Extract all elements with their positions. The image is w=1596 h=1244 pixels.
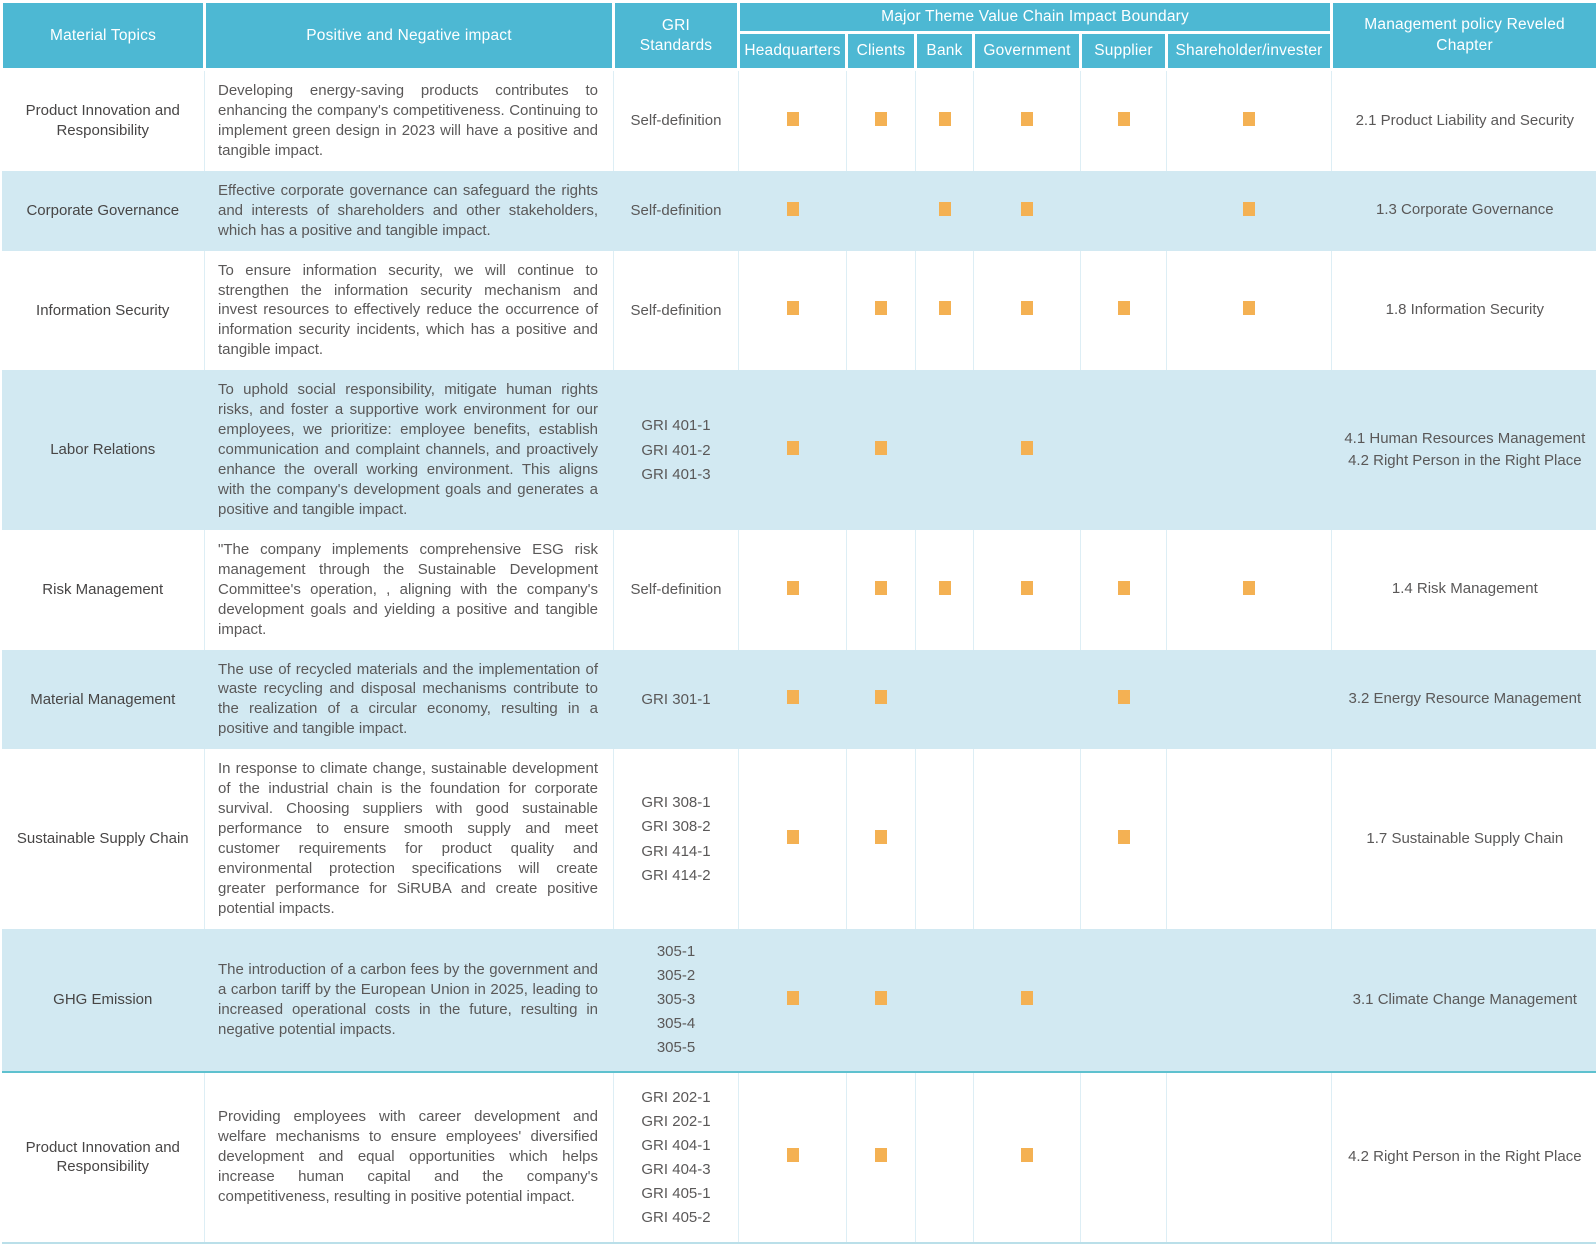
boundary-cell-clients xyxy=(847,530,916,650)
boundary-marker-icon xyxy=(787,202,799,216)
gri-standard-label: GRI 414-2 xyxy=(618,866,734,885)
boundary-marker-icon xyxy=(875,301,887,315)
boundary-cell-headquarters xyxy=(739,171,847,251)
boundary-cell-supplier xyxy=(1081,251,1167,371)
boundary-cell-shareholder-invester xyxy=(1167,70,1332,171)
boundary-cell-supplier xyxy=(1081,650,1167,750)
chapter-reference: 4.1 Human Resources Management xyxy=(1342,428,1588,451)
topic-cell: Information Security xyxy=(2,251,205,371)
gri-standard-label: Self-definition xyxy=(618,580,734,599)
boundary-cell-shareholder-invester xyxy=(1167,251,1332,371)
boundary-cell-clients xyxy=(847,251,916,371)
boundary-marker-icon xyxy=(875,441,887,455)
impact-cell xyxy=(205,929,614,1072)
chapter-cell xyxy=(1332,929,1596,1072)
boundary-marker-icon xyxy=(1021,991,1033,1005)
boundary-marker-icon xyxy=(1021,202,1033,216)
column-header-material-topics: Material Topics xyxy=(2,2,205,70)
gri-standard-label: 305-2 xyxy=(618,966,734,985)
column-header-management-policy-label: Management policy Reveled Chapter xyxy=(1350,15,1580,57)
boundary-marker-icon xyxy=(787,991,799,1005)
boundary-marker-icon xyxy=(1243,581,1255,595)
column-header-government: Government xyxy=(974,33,1081,70)
boundary-cell-clients xyxy=(847,749,916,929)
chapter-cell xyxy=(1332,70,1596,171)
table-row xyxy=(2,70,1596,171)
gri-standards-cell xyxy=(614,251,739,371)
boundary-marker-icon xyxy=(875,690,887,704)
boundary-cell-headquarters xyxy=(739,1072,847,1243)
impact-cell xyxy=(205,70,614,171)
boundary-cell-bank xyxy=(916,171,974,251)
boundary-cell-government xyxy=(974,929,1081,1072)
table-row xyxy=(2,251,1596,371)
gri-standard-label: GRI 308-1 xyxy=(618,793,734,812)
column-header-shareholder-invester: Shareholder/invester xyxy=(1167,33,1332,70)
gri-standards-cell xyxy=(614,370,739,530)
gri-standard-label: GRI 401-3 xyxy=(618,465,734,484)
table-row xyxy=(2,370,1596,530)
boundary-marker-icon xyxy=(787,1148,799,1162)
boundary-marker-icon xyxy=(1021,441,1033,455)
chapter-reference: 2.1 Product Liability and Security xyxy=(1342,110,1588,133)
column-header-headquarters: Headquarters xyxy=(739,33,847,70)
boundary-marker-icon xyxy=(875,581,887,595)
impact-cell xyxy=(205,650,614,750)
gri-standards-cell xyxy=(614,171,739,251)
impact-text: To ensure information security, we will continue to strengthen the information security mechanism and invest resources to effectively reduce the occurrence of information security incidents, which has a positive and tangible impact. xyxy=(218,261,598,361)
chapter-cell xyxy=(1332,530,1596,650)
chapter-cell xyxy=(1332,370,1596,530)
boundary-cell-government xyxy=(974,650,1081,750)
boundary-marker-icon xyxy=(1118,581,1130,595)
impact-text: "The company implements comprehensive ESG risk management through the Sustainable Development Committee's operation, , aligning with the company's development goals and yielding a positive and tangible impact. xyxy=(218,540,598,640)
boundary-marker-icon xyxy=(787,830,799,844)
topic-cell: Risk Management xyxy=(2,530,205,650)
boundary-marker-icon xyxy=(939,202,951,216)
boundary-cell-supplier xyxy=(1081,70,1167,171)
gri-standards-cell xyxy=(614,1072,739,1243)
gri-standards-cell xyxy=(614,70,739,171)
column-header-gri-standards xyxy=(614,2,739,70)
boundary-cell-bank xyxy=(916,929,974,1072)
boundary-marker-icon xyxy=(1243,202,1255,216)
boundary-marker-icon xyxy=(787,581,799,595)
topic-cell: Product Innovation and Responsibility xyxy=(2,70,205,171)
gri-standard-label: GRI 404-3 xyxy=(618,1160,734,1179)
chapter-reference: 4.2 Right Person in the Right Place xyxy=(1342,450,1588,473)
topic-cell: Product Innovation and Responsibility xyxy=(2,1072,205,1243)
boundary-marker-icon xyxy=(1118,690,1130,704)
boundary-cell-supplier xyxy=(1081,929,1167,1072)
boundary-marker-icon xyxy=(1118,301,1130,315)
table-row xyxy=(2,749,1596,929)
boundary-marker-icon xyxy=(1021,301,1033,315)
chapter-reference: 1.8 Information Security xyxy=(1342,299,1588,322)
gri-standards-cell xyxy=(614,650,739,750)
impact-text: Providing employees with career development and welfare mechanisms to ensure employees' diversified development and equal opportunities which helps increase human capital and the company's competitiveness, resulting in positive potential impact. xyxy=(218,1107,598,1207)
boundary-cell-clients xyxy=(847,1072,916,1243)
boundary-marker-icon xyxy=(875,112,887,126)
boundary-cell-government xyxy=(974,370,1081,530)
boundary-cell-supplier xyxy=(1081,530,1167,650)
gri-standard-label: GRI 404-1 xyxy=(618,1136,734,1155)
impact-text: The introduction of a carbon fees by the government and a carbon tariff by the European Union in 2025, leading to increased operational costs in the future, resulting in negative potential impacts. xyxy=(218,960,598,1040)
chapter-reference: 3.2 Energy Resource Management xyxy=(1342,688,1588,711)
column-header-clients: Clients xyxy=(847,33,916,70)
gri-standard-label: GRI 301-1 xyxy=(618,690,734,709)
chapter-cell xyxy=(1332,650,1596,750)
gri-standards-cell xyxy=(614,530,739,650)
boundary-cell-bank xyxy=(916,749,974,929)
gri-standards-cell xyxy=(614,929,739,1072)
boundary-cell-government xyxy=(974,749,1081,929)
gri-standard-label: GRI 202-1 xyxy=(618,1112,734,1131)
boundary-cell-bank xyxy=(916,650,974,750)
gri-standard-label: 305-5 xyxy=(618,1038,734,1057)
boundary-marker-icon xyxy=(875,991,887,1005)
boundary-marker-icon xyxy=(1021,1148,1033,1162)
table-row xyxy=(2,171,1596,251)
boundary-marker-icon xyxy=(1021,112,1033,126)
boundary-cell-supplier xyxy=(1081,370,1167,530)
boundary-cell-bank xyxy=(916,530,974,650)
boundary-cell-clients xyxy=(847,370,916,530)
column-header-gri-standards-label: GRI Standards xyxy=(633,16,719,55)
column-header-management-policy xyxy=(1332,2,1596,70)
chapter-reference: 3.1 Climate Change Management xyxy=(1342,989,1588,1012)
boundary-cell-government xyxy=(974,1072,1081,1243)
boundary-cell-clients xyxy=(847,929,916,1072)
gri-standard-label: GRI 308-2 xyxy=(618,817,734,836)
boundary-marker-icon xyxy=(1118,112,1130,126)
gri-standard-label: Self-definition xyxy=(618,201,734,220)
boundary-cell-government xyxy=(974,251,1081,371)
chapter-cell xyxy=(1332,749,1596,929)
boundary-cell-clients xyxy=(847,650,916,750)
impact-cell xyxy=(205,749,614,929)
gri-standard-label: Self-definition xyxy=(618,111,734,130)
topic-cell: Sustainable Supply Chain xyxy=(2,749,205,929)
boundary-cell-clients xyxy=(847,70,916,171)
gri-standard-label: GRI 401-2 xyxy=(618,441,734,460)
boundary-cell-government xyxy=(974,530,1081,650)
boundary-cell-clients xyxy=(847,171,916,251)
gri-standard-label: GRI 405-2 xyxy=(618,1208,734,1227)
gri-standard-label: GRI 202-1 xyxy=(618,1088,734,1107)
column-header-impact: Positive and Negative impact xyxy=(205,2,614,70)
boundary-cell-government xyxy=(974,70,1081,171)
impact-text: Developing energy-saving products contributes to enhancing the company's competitiveness. Continuing to implement green design in 2023 will have a positive and tangible impact. xyxy=(218,81,598,161)
gri-standard-label: GRI 401-1 xyxy=(618,416,734,435)
boundary-cell-bank xyxy=(916,370,974,530)
boundary-cell-bank xyxy=(916,70,974,171)
boundary-cell-headquarters xyxy=(739,530,847,650)
boundary-marker-icon xyxy=(939,301,951,315)
chapter-reference: 4.2 Right Person in the Right Place xyxy=(1342,1146,1588,1169)
boundary-cell-shareholder-invester xyxy=(1167,1072,1332,1243)
boundary-cell-supplier xyxy=(1081,1072,1167,1243)
gri-standard-label: 305-4 xyxy=(618,1014,734,1033)
chapter-cell xyxy=(1332,171,1596,251)
impact-cell xyxy=(205,171,614,251)
boundary-marker-icon xyxy=(787,690,799,704)
table-row xyxy=(2,929,1596,1072)
table-row xyxy=(2,1072,1596,1243)
table-body xyxy=(2,70,1596,1243)
boundary-cell-shareholder-invester xyxy=(1167,530,1332,650)
column-header-supplier: Supplier xyxy=(1081,33,1167,70)
chapter-cell xyxy=(1332,251,1596,371)
chapter-reference: 1.3 Corporate Governance xyxy=(1342,199,1588,222)
boundary-cell-supplier xyxy=(1081,749,1167,929)
table-header xyxy=(2,2,1596,70)
topic-cell: Material Management xyxy=(2,650,205,750)
topic-cell: Labor Relations xyxy=(2,370,205,530)
boundary-marker-icon xyxy=(787,441,799,455)
impact-cell xyxy=(205,530,614,650)
boundary-cell-shareholder-invester xyxy=(1167,929,1332,1072)
impact-cell xyxy=(205,251,614,371)
topic-cell: Corporate Governance xyxy=(2,171,205,251)
boundary-marker-icon xyxy=(939,112,951,126)
boundary-cell-headquarters xyxy=(739,251,847,371)
boundary-cell-headquarters xyxy=(739,929,847,1072)
boundary-marker-icon xyxy=(1243,112,1255,126)
boundary-cell-shareholder-invester xyxy=(1167,650,1332,750)
gri-standard-label: 305-1 xyxy=(618,942,734,961)
impact-text: Effective corporate governance can safeguard the rights and interests of shareholders and other stakeholders, which has a positive and tangible impact. xyxy=(218,181,598,241)
boundary-marker-icon xyxy=(1118,830,1130,844)
impact-cell xyxy=(205,1072,614,1243)
boundary-marker-icon xyxy=(875,1148,887,1162)
gri-standards-cell xyxy=(614,749,739,929)
boundary-cell-supplier xyxy=(1081,171,1167,251)
boundary-cell-shareholder-invester xyxy=(1167,370,1332,530)
impact-text: The use of recycled materials and the implementation of waste recycling and disposal mechanisms contribute to the realization of a circular economy, resulting in a positive and tangible impact. xyxy=(218,660,598,740)
gri-standard-label: 305-3 xyxy=(618,990,734,1009)
boundary-cell-bank xyxy=(916,1072,974,1243)
gri-standard-label: GRI 405-1 xyxy=(618,1184,734,1203)
boundary-marker-icon xyxy=(875,830,887,844)
chapter-reference: 1.4 Risk Management xyxy=(1342,578,1588,601)
boundary-marker-icon xyxy=(1243,301,1255,315)
column-group-header-boundary: Major Theme Value Chain Impact Boundary xyxy=(739,2,1332,33)
boundary-cell-shareholder-invester xyxy=(1167,171,1332,251)
boundary-marker-icon xyxy=(939,581,951,595)
boundary-cell-headquarters xyxy=(739,749,847,929)
gri-standard-label: GRI 414-1 xyxy=(618,842,734,861)
boundary-cell-headquarters xyxy=(739,370,847,530)
boundary-cell-shareholder-invester xyxy=(1167,749,1332,929)
boundary-marker-icon xyxy=(1021,581,1033,595)
boundary-cell-headquarters xyxy=(739,70,847,171)
column-header-bank: Bank xyxy=(916,33,974,70)
boundary-cell-government xyxy=(974,171,1081,251)
table-row xyxy=(2,650,1596,750)
impact-cell xyxy=(205,370,614,530)
boundary-cell-headquarters xyxy=(739,650,847,750)
gri-standard-label: Self-definition xyxy=(618,301,734,320)
boundary-marker-icon xyxy=(787,112,799,126)
impact-text: In response to climate change, sustainable development of the industrial chain is the foundation for corporate survival. Choosing suppliers with good sustainable performance to ensure smooth supply and meet customer requirements for product quality and environmental protection specifications will create greater performance for SiRUBA and create positive potential impacts. xyxy=(218,759,598,919)
chapter-reference: 1.7 Sustainable Supply Chain xyxy=(1342,828,1588,851)
topic-cell: GHG Emission xyxy=(2,929,205,1072)
boundary-marker-icon xyxy=(787,301,799,315)
chapter-cell xyxy=(1332,1072,1596,1243)
table-row xyxy=(2,530,1596,650)
boundary-cell-bank xyxy=(916,251,974,371)
impact-text: To uphold social responsibility, mitigate human rights risks, and foster a supportive work environment for our employees, we prioritize: employee benefits, establish communication and complaint channels, and proactively enhance the overall working environment. This aligns with the company's development goals and generates a positive and tangible impact. xyxy=(218,380,598,520)
